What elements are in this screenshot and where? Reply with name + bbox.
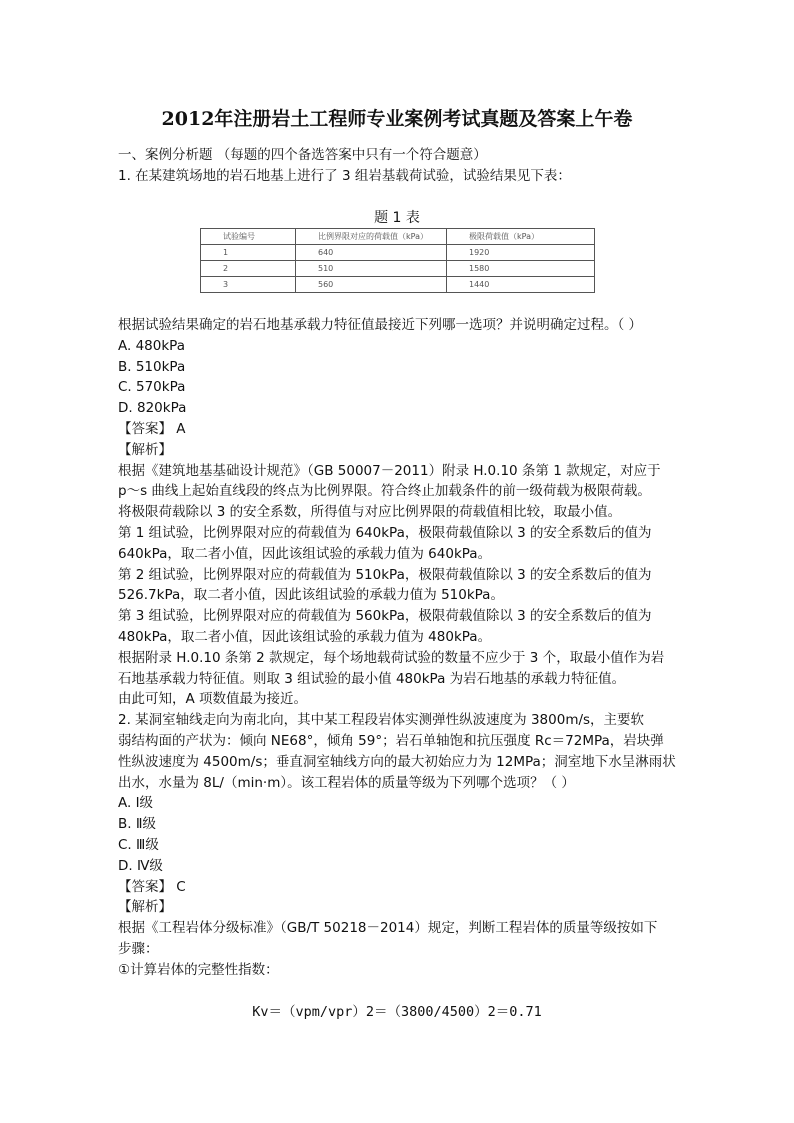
text-line: 根据《建筑地基基础设计规范》（GB 50007－2011）附录 H.0.10 条第 1 款规定，对应于 [118, 462, 661, 479]
text-line: 石地基承载力特征值。则取 3 组试验的最小值 480kPa 为岩石地基的承载力特征值。 [118, 670, 626, 687]
table-row [201, 277, 595, 293]
text-line: 【解析】 [118, 899, 172, 916]
text-line: 第 3 组试验，比例界限对应的荷载值为 560kPa，极限荷载值除以 3 的安全系数后的值为 [118, 608, 652, 625]
text-line: p～s 曲线上起始直线段的终点为比例界限。符合终止加载条件的前一级荷载为极限荷载。 [118, 483, 651, 500]
text-line: 2. 某洞室轴线走向为南北向，其中某工程段岩体实测弹性纵波速度为 3800m/s，主要软 [118, 712, 645, 729]
text-line: 一、案例分析题 （每题的四个备选答案中只有一个符合题意） [118, 147, 487, 163]
page-title: 2012年注册岩土工程师专业案例考试真题及答案上午卷 [161, 108, 633, 130]
text-line: 第 2 组试验，比例界限对应的荷载值为 510kPa，极限荷载值除以 3 的安全系数后的值为 [118, 566, 652, 583]
text-line: 480kPa，取二者小值，因此该组试验的承载力值为 480kPa。 [118, 628, 492, 645]
question-body [118, 315, 688, 981]
table-cell: 2 [201, 261, 296, 277]
header-cell: 极限荷载值（kPa） [447, 229, 595, 245]
table-header-row [201, 229, 595, 245]
text-line: 根据《工程岩体分级标准》（GB/T 50218－2014）规定，判断工程岩体的质量等级按如下 [118, 920, 658, 937]
text-line: 【答案】 C [118, 878, 186, 895]
text-line: 根据附录 H.0.10 条第 2 款规定，每个场地载荷试验的数量不应少于 3 个，取最小值作为岩 [118, 649, 665, 666]
table-cell: 1920 [447, 245, 595, 261]
table-cell: 1440 [447, 277, 595, 293]
table-cell: 510 [296, 261, 447, 277]
header-cell: 试验编号 [201, 229, 296, 245]
table-caption: 题 1 表 [374, 210, 420, 226]
table-cell: 3 [201, 277, 296, 293]
table-cell: 560 [296, 277, 447, 293]
table-row [201, 245, 595, 261]
text-line: A. Ⅰ级 [118, 795, 154, 812]
table-cell: 640 [296, 245, 447, 261]
text-line: D. 820kPa [118, 400, 187, 417]
table-cell: 1580 [447, 261, 595, 277]
text-line: 640kPa，取二者小值，因此该组试验的承载力值为 640kPa。 [118, 545, 492, 562]
load-test-table [200, 228, 595, 293]
text-line: ①计算岩体的完整性指数： [118, 961, 279, 978]
text-line: A. 480kPa [118, 337, 185, 354]
text-line: B. 510kPa [118, 358, 186, 375]
text-line: D. Ⅳ级 [118, 857, 163, 874]
text-line: C. 570kPa [118, 379, 186, 396]
text-line: 根据试验结果确定的岩石地基承载力特征值最接近下列哪一选项？并说明确定过程。（ ） [118, 317, 643, 333]
text-line: 将极限荷载除以 3 的安全系数，所得值与对应比例界限的荷载值相比较，取最小值。 [118, 504, 622, 521]
text-line: 526.7kPa，取二者小值，因此该组试验的承载力值为 510kPa。 [118, 587, 504, 604]
header-cell: 比例界限对应的荷载值（kPa） [296, 229, 447, 245]
table-cell: 1 [201, 245, 296, 261]
intro-section [118, 145, 688, 187]
text-line: C. Ⅲ级 [118, 836, 159, 853]
text-line: 1. 在某建筑场地的岩石地基上进行了 3 组岩基载荷试验，试验结果见下表： [118, 167, 571, 184]
text-line: 【答案】 A [118, 420, 186, 437]
text-line: 性纵波速度为 4500m/s；垂直洞室轴线方向的最大初始应力为 12MPa；洞室地下水呈淋雨状 [118, 753, 676, 770]
text-line: 【解析】 [118, 441, 172, 458]
table-row [201, 261, 595, 277]
text-line: 步骤： [118, 940, 159, 957]
text-line: 出水，水量为 8L/（min·m）。该工程岩体的质量等级为下列哪个选项？（ ） [118, 774, 575, 791]
text-line: 第 1 组试验，比例界限对应的荷载值为 640kPa，极限荷载值除以 3 的安全系数后的值为 [118, 524, 652, 541]
formula: Kv＝（vpm/vpr）2＝（3800/4500）2＝0.71 [252, 1004, 542, 1020]
text-line: 弱结构面的产状为：倾向 NE68°，倾角 59°；岩石单轴饱和抗压强度 Rc＝72MPa，岩块弹 [118, 732, 664, 749]
text-line: 由此可知，A 项数值最为接近。 [118, 691, 308, 708]
text-line: B. Ⅱ级 [118, 816, 156, 833]
